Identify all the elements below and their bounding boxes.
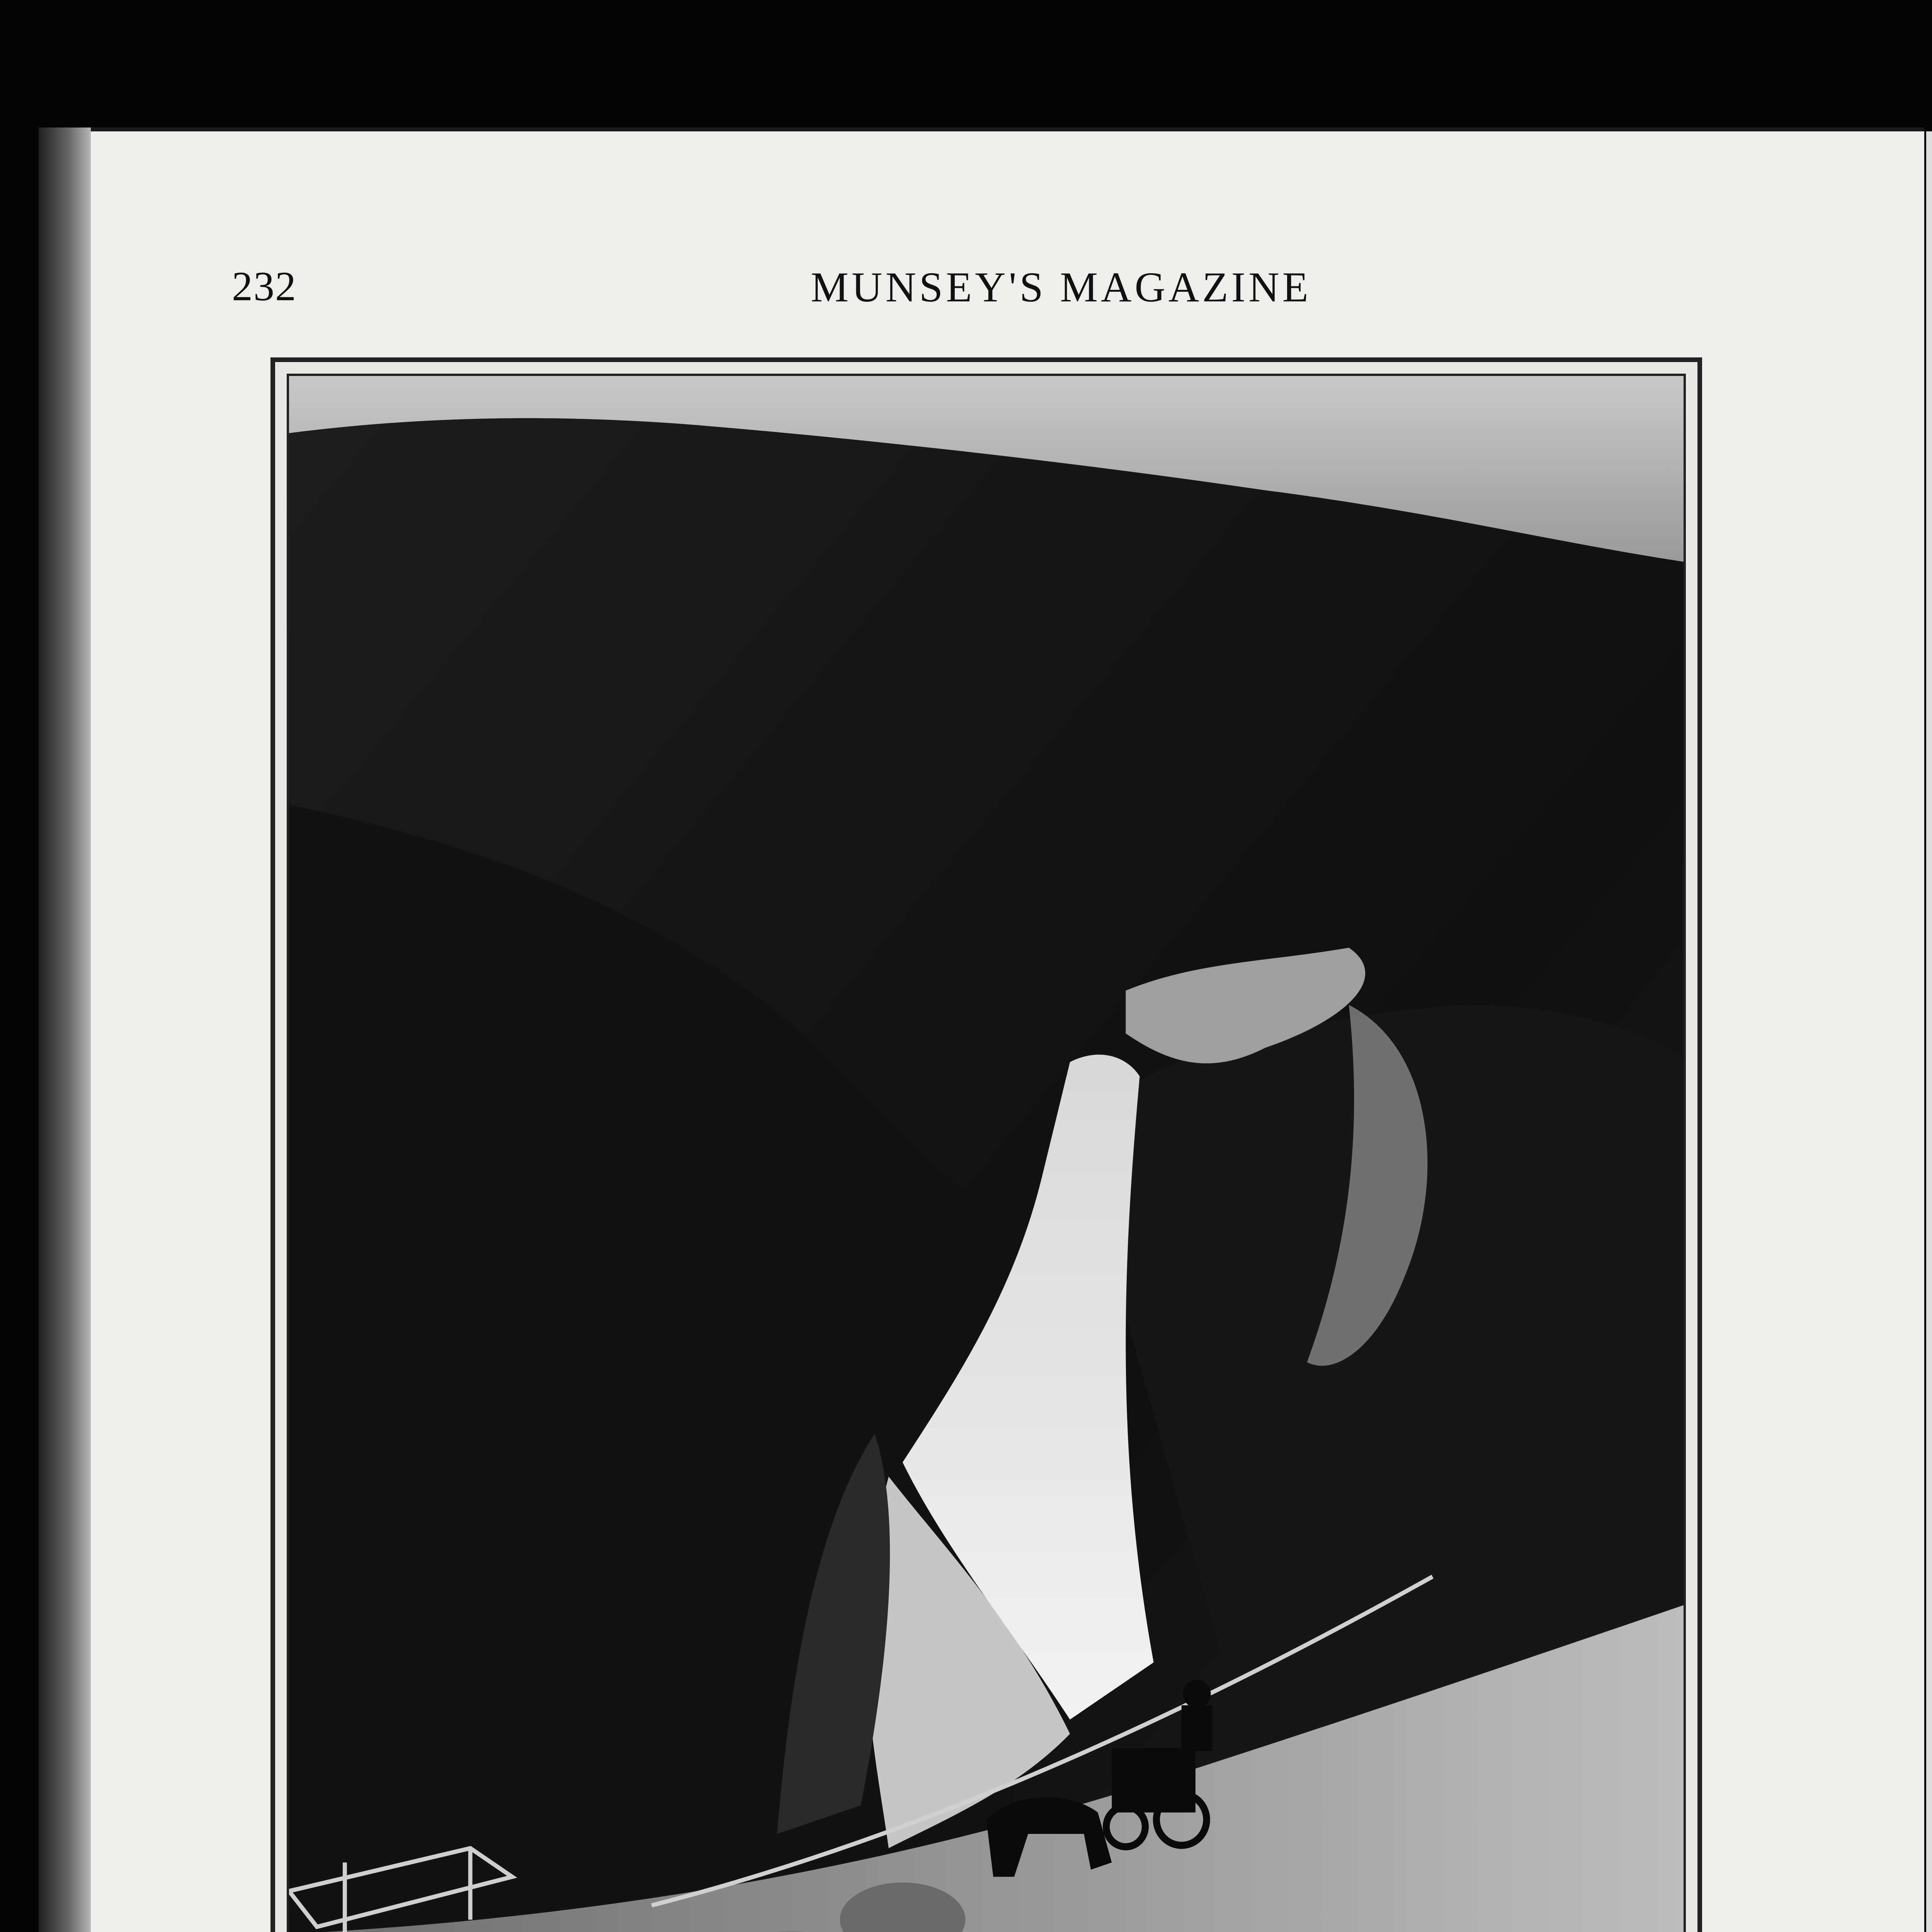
page-number: 232 — [232, 264, 297, 310]
waterfall-photo — [287, 374, 1686, 1932]
photo-frame — [270, 357, 1702, 1932]
facing-page-edge — [1926, 131, 1932, 1932]
magazine-title: MUNSEY'S MAGAZINE — [811, 264, 1311, 311]
book-gutter — [39, 128, 91, 1932]
waterfall-photograph — [289, 376, 1684, 1932]
